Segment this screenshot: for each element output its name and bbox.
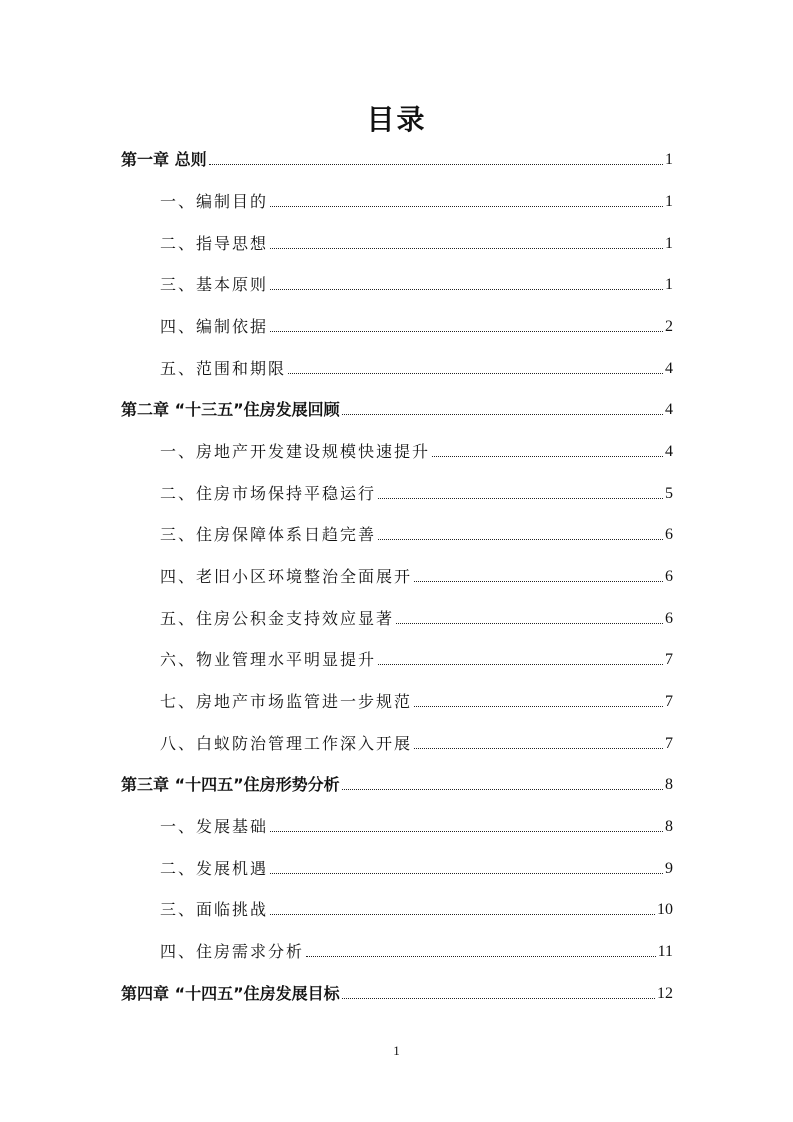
toc-entry-section[interactable]	[160, 938, 673, 962]
toc-entry-label: 四、编制依据	[160, 317, 269, 336]
toc-entry-section[interactable]	[160, 605, 673, 629]
toc-entry-page: 11	[657, 943, 673, 960]
toc-entry-label: 第四章 “十四五”住房发展目标	[121, 984, 340, 1003]
toc-entry-label: 五、范围和期限	[160, 359, 287, 378]
toc-entry-page: 1	[665, 276, 673, 293]
toc-entry-label: 二、指导思想	[160, 234, 269, 253]
dot-leader	[342, 998, 655, 999]
toc-entry-label: 四、老旧小区环境整治全面展开	[160, 567, 413, 586]
toc-entry-label: 一、编制目的	[160, 192, 269, 211]
toc-entry-label: 二、发展机遇	[160, 859, 269, 878]
dot-leader	[288, 373, 663, 374]
toc-entry-section[interactable]	[160, 730, 673, 754]
toc-entry-page: 1	[665, 235, 673, 252]
toc-entry-page: 8	[665, 776, 673, 793]
toc-entry-page: 6	[665, 526, 673, 543]
dot-leader	[270, 873, 663, 874]
toc-entry-section[interactable]	[160, 855, 673, 879]
toc-entry-label: 三、基本原则	[160, 275, 269, 294]
toc-entry-section[interactable]	[160, 271, 673, 295]
toc-entry-page: 7	[665, 693, 673, 710]
toc-entry-page: 7	[665, 651, 673, 668]
toc-entry-label: 第一章 总则	[121, 150, 207, 169]
dot-leader	[270, 914, 655, 915]
toc-entry-section[interactable]	[160, 188, 673, 212]
toc-entry-page: 6	[665, 610, 673, 627]
toc-entry-page: 1	[665, 151, 673, 168]
toc-entry-page: 8	[665, 818, 673, 835]
dot-leader	[270, 831, 663, 832]
toc-entry-page: 12	[657, 985, 673, 1002]
toc-entry-section[interactable]	[160, 355, 673, 379]
dot-leader	[270, 206, 663, 207]
page-number: 1	[393, 1043, 400, 1058]
toc-entry-label: 四、住房需求分析	[160, 942, 305, 961]
toc-entry-page: 6	[665, 568, 673, 585]
toc-entry-section[interactable]	[160, 438, 673, 462]
dot-leader	[209, 164, 663, 165]
toc-entry-section[interactable]	[160, 813, 673, 837]
toc-entry-section[interactable]	[160, 646, 673, 670]
toc-entry-page: 7	[665, 735, 673, 752]
toc-entry-page: 9	[665, 860, 673, 877]
toc-entry-label: 五、住房公积金支持效应显著	[160, 609, 395, 628]
toc-entry-chapter-4[interactable]	[121, 980, 673, 1004]
toc-entry-section[interactable]	[160, 480, 673, 504]
toc-entry-section[interactable]	[160, 521, 673, 545]
toc-entry-label: 二、住房市场保持平稳运行	[160, 484, 377, 503]
dot-leader	[342, 789, 663, 790]
toc-entry-page: 4	[665, 360, 673, 377]
toc-entry-chapter-1[interactable]	[121, 146, 673, 170]
dot-leader	[342, 414, 663, 415]
dot-leader	[270, 248, 663, 249]
toc-entry-page: 1	[665, 193, 673, 210]
toc-entry-section[interactable]	[160, 313, 673, 337]
dot-leader	[306, 956, 656, 957]
dot-leader	[414, 706, 663, 707]
toc-entry-label: 一、发展基础	[160, 817, 269, 836]
dot-leader	[432, 456, 663, 457]
toc-entry-label: 三、住房保障体系日趋完善	[160, 525, 377, 544]
toc-entry-label: 第三章 “十四五”住房形势分析	[121, 775, 340, 794]
toc-entry-page: 4	[665, 401, 673, 418]
dot-leader	[414, 581, 663, 582]
dot-leader	[270, 331, 663, 332]
toc-entry-label: 六、物业管理水平明显提升	[160, 650, 377, 669]
dot-leader	[270, 289, 663, 290]
dot-leader	[414, 748, 663, 749]
dot-leader	[378, 498, 663, 499]
toc-entry-section[interactable]	[160, 230, 673, 254]
dot-leader	[378, 664, 663, 665]
toc-entry-label: 第二章 “十三五”住房发展回顾	[121, 400, 340, 419]
toc-entry-section[interactable]	[160, 563, 673, 587]
toc-entry-page: 5	[665, 485, 673, 502]
toc-entry-page: 4	[665, 443, 673, 460]
toc-entry-chapter-2[interactable]	[121, 396, 673, 420]
toc-entry-label: 一、房地产开发建设规模快速提升	[160, 442, 431, 461]
dot-leader	[396, 623, 663, 624]
toc-entry-label: 八、白蚁防治管理工作深入开展	[160, 734, 413, 753]
toc-entry-page: 10	[657, 901, 673, 918]
toc-entry-label: 七、房地产市场监管进一步规范	[160, 692, 413, 711]
dot-leader	[378, 539, 663, 540]
toc-entry-page: 2	[665, 318, 673, 335]
toc-entry-section[interactable]	[160, 896, 673, 920]
toc-entry-label: 三、面临挑战	[160, 900, 269, 919]
toc-entry-chapter-3[interactable]	[121, 771, 673, 795]
toc-entry-section[interactable]	[160, 688, 673, 712]
toc-title: 目录	[366, 103, 427, 136]
